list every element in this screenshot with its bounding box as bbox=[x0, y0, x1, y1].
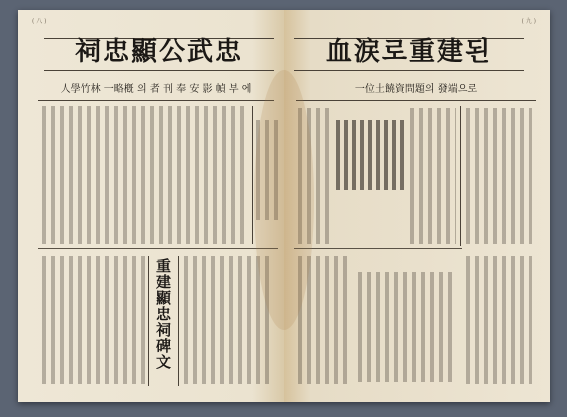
right-page-number: ( 九 ) bbox=[521, 18, 536, 25]
right-middle-columns bbox=[410, 108, 456, 244]
left-page bbox=[18, 10, 284, 402]
headline-bottom-rule bbox=[44, 70, 274, 71]
right-headline-bottom-rule bbox=[294, 70, 524, 71]
right-page bbox=[284, 10, 550, 402]
left-subtitle: 人學竹林 一略槪 의 者 刊 奉 安 影 幀 부 에 bbox=[60, 83, 252, 95]
fold-stain bbox=[254, 70, 314, 330]
newspaper-spread bbox=[18, 10, 550, 402]
left-section-rule bbox=[38, 248, 278, 249]
left-article-columns bbox=[42, 106, 248, 244]
right-column-divider bbox=[460, 106, 461, 246]
right-emphasis-block bbox=[336, 120, 406, 190]
right-outer-columns bbox=[466, 108, 532, 244]
left-page-number: ( 八 ) bbox=[32, 18, 47, 25]
epitaph-right-rule bbox=[178, 256, 179, 386]
right-headline: 血涙로重建된 bbox=[325, 36, 493, 67]
right-section-rule bbox=[294, 248, 462, 249]
right-lower-columns-b bbox=[358, 272, 454, 382]
left-headline: 祠忠顯公武忠 bbox=[74, 36, 243, 67]
epitaph-title: 重建顯忠祠碑文 bbox=[154, 258, 172, 370]
right-subtitle: 一位土饒資問題의 發端으로 bbox=[354, 83, 478, 95]
left-lower-columns bbox=[42, 256, 146, 384]
epitaph-left-rule bbox=[148, 256, 149, 386]
left-column-divider bbox=[252, 106, 253, 244]
right-subtitle-rule bbox=[296, 100, 536, 101]
right-lower-columns-c bbox=[466, 256, 532, 384]
subtitle-rule bbox=[38, 100, 274, 101]
